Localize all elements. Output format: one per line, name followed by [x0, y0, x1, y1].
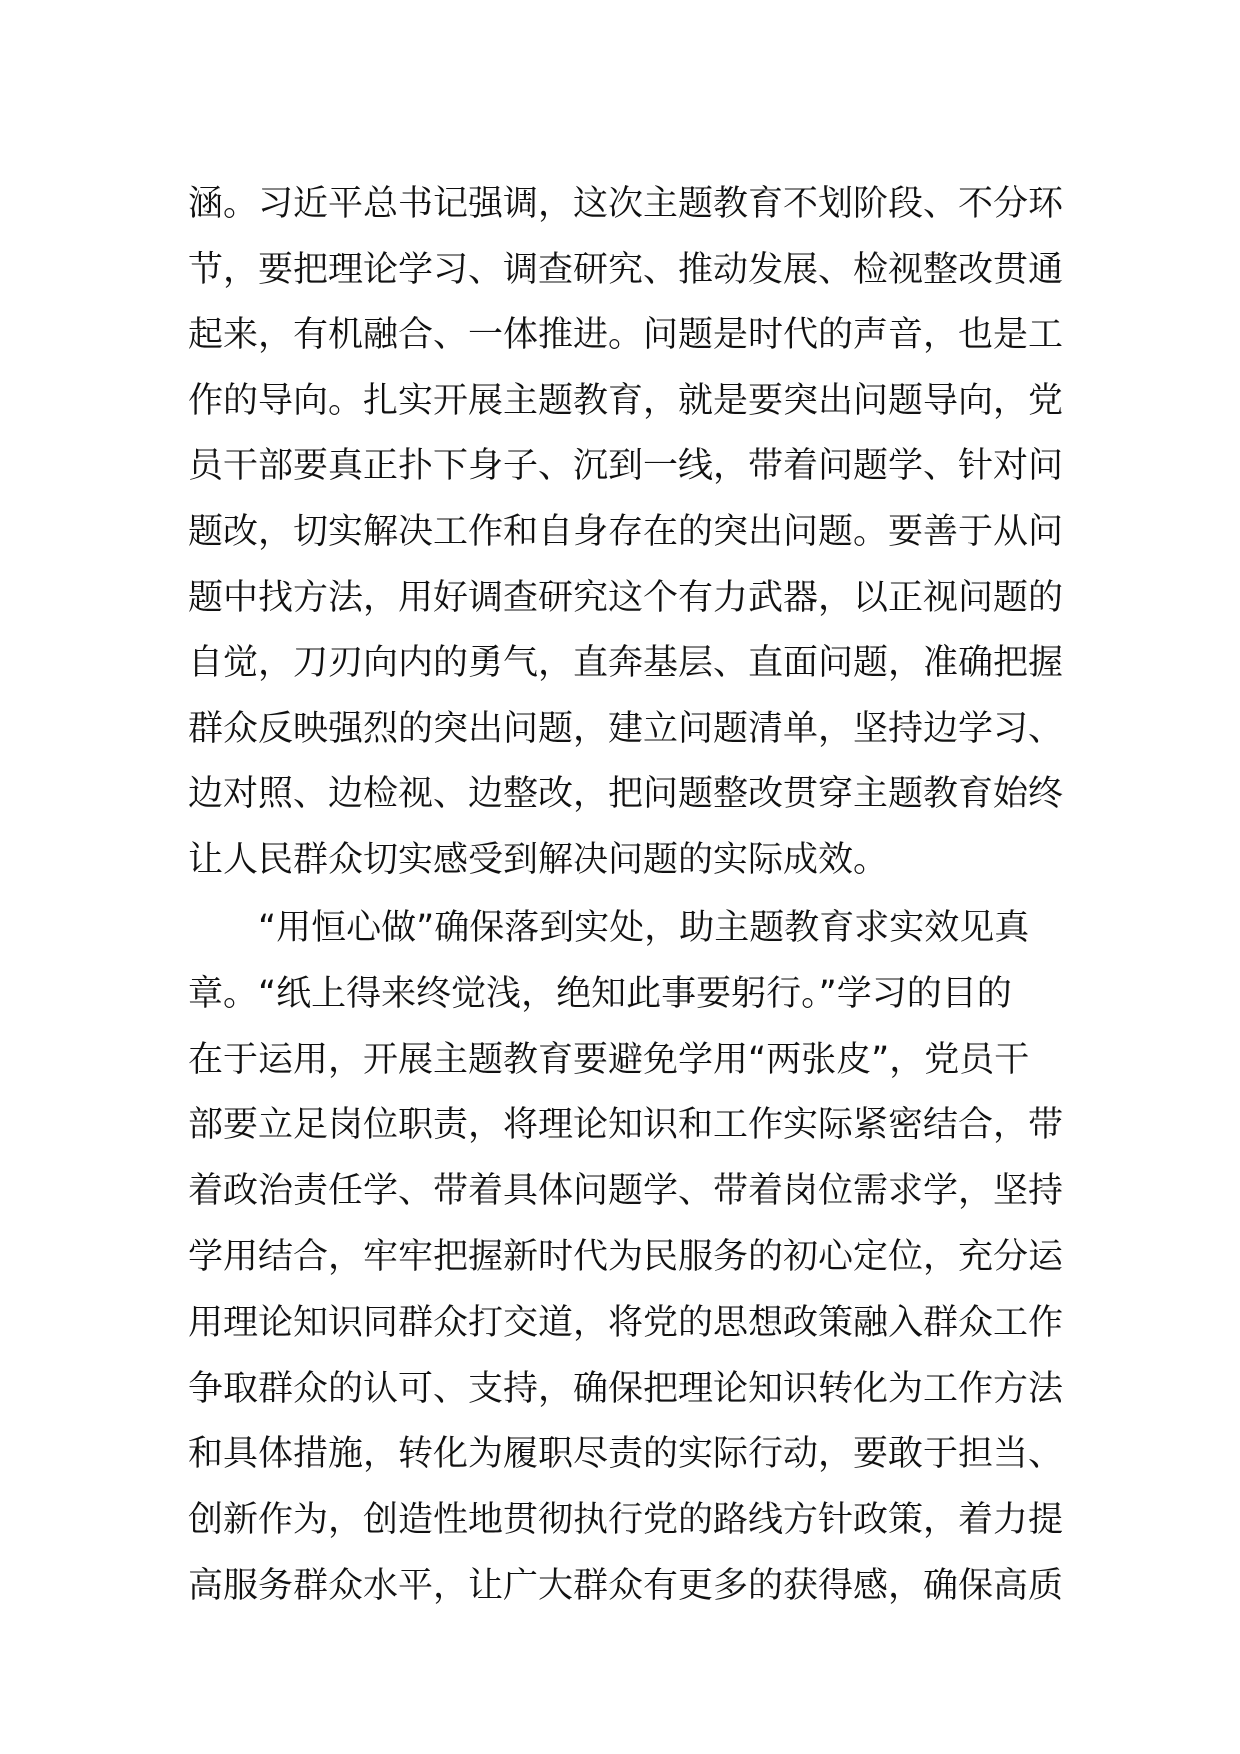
text-line: 用理论知识同群众打交道，将党的思想政策融入群众工作: [188, 1302, 1064, 1343]
paragraph-first-line: “用恒心做”确保落到实处，助主题教育求实效见真: [258, 908, 1030, 948]
text-line: 争取群众的认可、支持，确保把理论知识转化为工作方法: [188, 1368, 1064, 1409]
text-line: 涵。习近平总书记强调，这次主题教育不划阶段、不分环: [188, 184, 1064, 224]
text-line: 群众反映强烈的突出问题，建立问题清单，坚持边学习、: [188, 708, 1064, 749]
text-line: 自觉，刀刃向内的勇气，直奔基层、直面问题，准确把握: [188, 643, 1064, 684]
text-line: 在于运用，开展主题教育要避免学用“两张皮”，党员干: [188, 1039, 1030, 1080]
text-line: 章。“纸上得来终觉浅，绝知此事要躬行。”学习的目的: [188, 973, 1012, 1014]
text-line: 部要立足岗位职责，将理论知识和工作实际紧密结合，带: [188, 1105, 1064, 1146]
text-line: 创新作为，创造性地贯彻执行党的路线方针政策，着力提: [188, 1500, 1064, 1541]
text-line: 员干部要真正扑下身子、沉到一线，带着问题学、针对问: [188, 446, 1064, 487]
text-line: 题改，切实解决工作和自身存在的突出问题。要善于从问: [188, 511, 1064, 552]
text-line: 着政治责任学、带着具体问题学、带着岗位需求学，坚持: [188, 1171, 1064, 1212]
paragraph-continuation: [188, 172, 1064, 894]
text-line: 题中找方法，用好调查研究这个有力武器，以正视问题的: [188, 577, 1064, 618]
text-line: 高服务群众水平，让广大群众有更多的获得感，确保高质: [188, 1565, 1064, 1606]
text-line: 节，要把理论学习、调查研究、推动发展、检视整改贯通: [188, 249, 1064, 290]
text-line: 边对照、边检视、边整改，把问题整改贯穿主题教育始终: [188, 774, 1064, 815]
paragraph-second: [188, 896, 1064, 1620]
text-line: 起来，有机融合、一体推进。问题是时代的声音，也是工: [188, 315, 1064, 356]
text-line: 和具体措施，转化为履职尽责的实际行动，要敢于担当、: [188, 1434, 1064, 1475]
text-line: 让人民群众切实感受到解决问题的实际成效。: [188, 839, 889, 880]
text-line: 学用结合，牢牢把握新时代为民服务的初心定位，充分运: [188, 1236, 1064, 1277]
text-line: 作的导向。扎实开展主题教育，就是要突出问题导向，党: [188, 380, 1064, 421]
